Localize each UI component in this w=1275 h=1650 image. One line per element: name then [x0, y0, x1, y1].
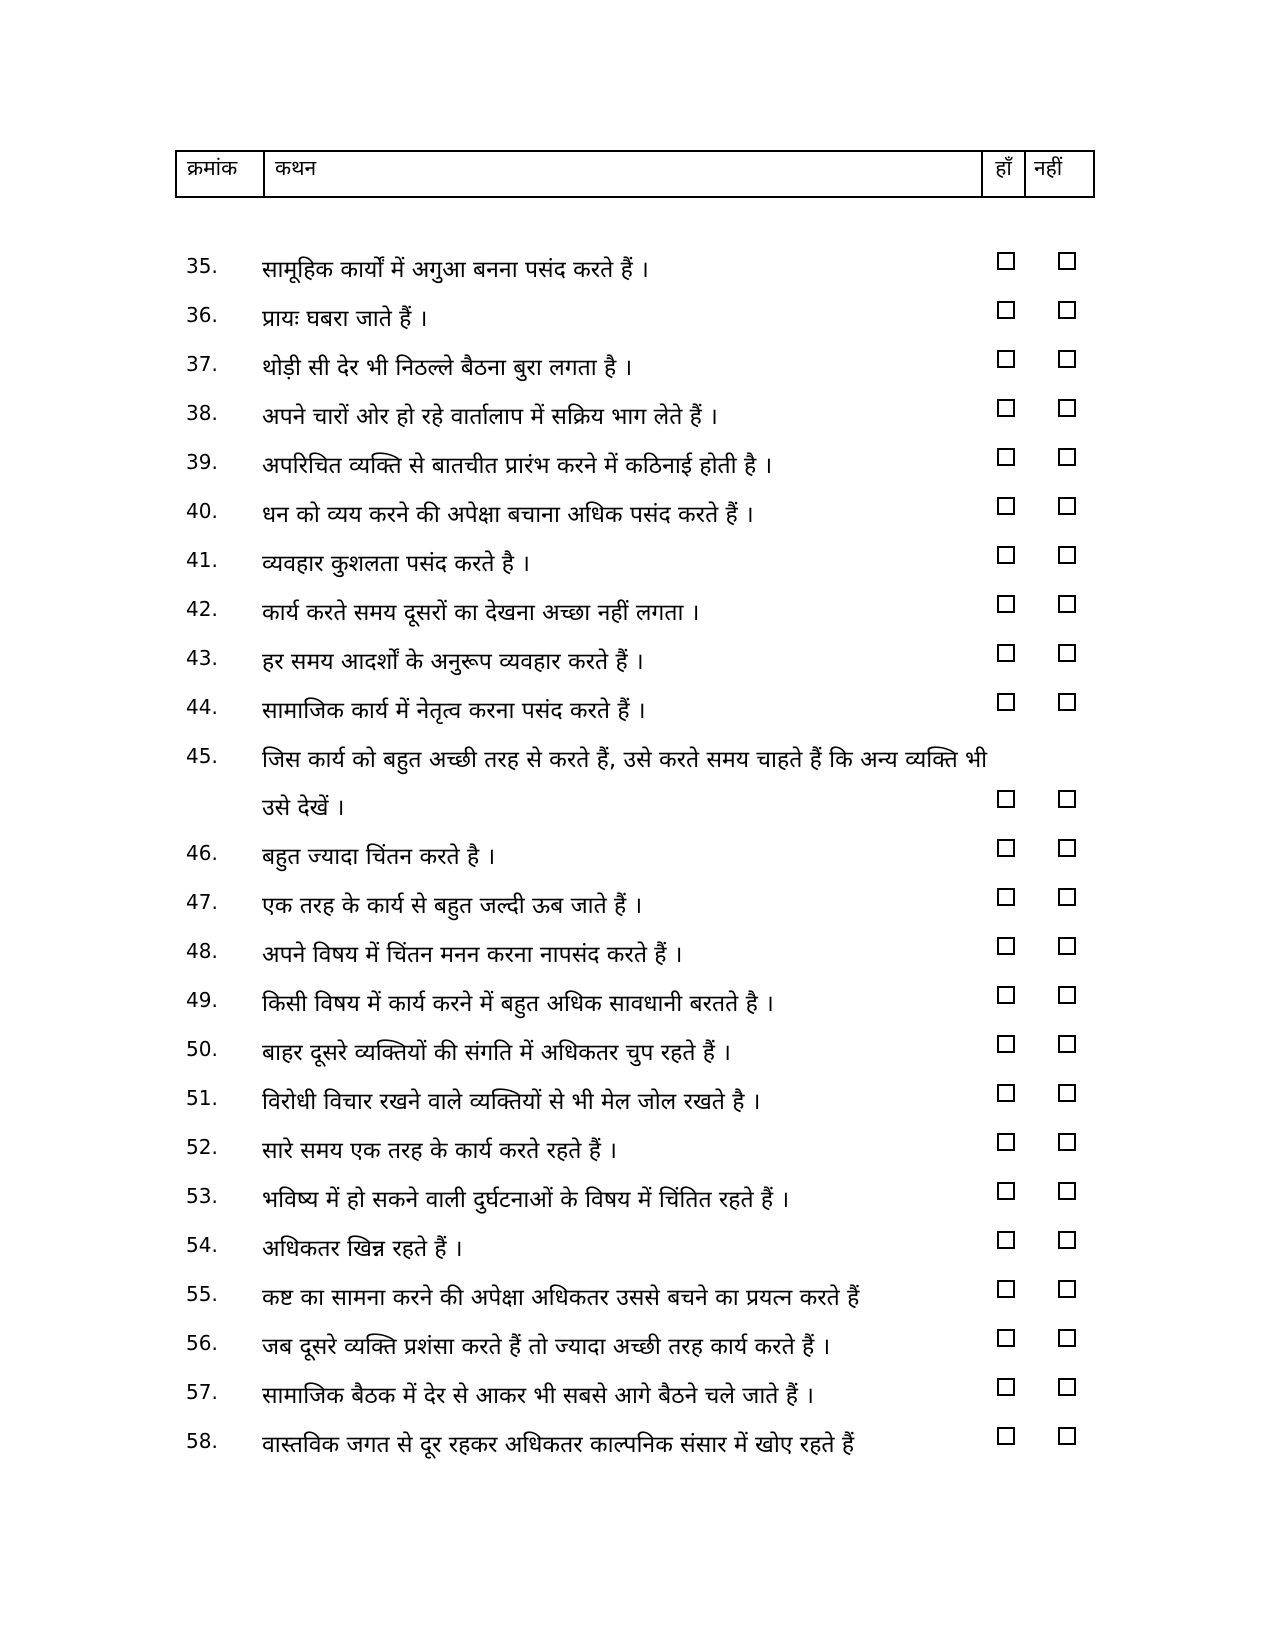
row-number: 55. [186, 1282, 218, 1306]
row-number: 48. [186, 939, 218, 963]
questionnaire-row [0, 289, 1275, 338]
row-number: 44. [186, 695, 218, 719]
yes-checkbox[interactable] [997, 252, 1015, 270]
no-checkbox[interactable] [1058, 1427, 1076, 1445]
row-number: 52. [186, 1135, 218, 1159]
row-number: 50. [186, 1037, 218, 1061]
yes-checkbox[interactable] [997, 301, 1015, 319]
row-number: 57. [186, 1380, 218, 1404]
row-statement: जब दूसरे व्यक्ति प्रशंसा करते हैं तो ज्यादा अच्छी तरह कार्य करते हैं । [262, 1334, 831, 1360]
row-statement: कार्य करते समय दूसरों का देखना अच्छा नहीं लगता । [262, 600, 700, 626]
no-checkbox[interactable] [1058, 644, 1076, 662]
questionnaire-row [0, 925, 1275, 974]
yes-checkbox[interactable] [997, 497, 1015, 515]
yes-checkbox[interactable] [997, 888, 1015, 906]
row-statement: सामूहिक कार्यों में अगुआ बनना पसंद करते हैं । [262, 257, 649, 283]
yes-checkbox[interactable] [997, 1133, 1015, 1151]
yes-checkbox[interactable] [997, 546, 1015, 564]
questionnaire-row [0, 338, 1275, 387]
yes-checkbox[interactable] [997, 693, 1015, 711]
header-serial-number: क्रमांक [177, 152, 265, 196]
row-statement: सामाजिक बैठक में देर से आकर भी सबसे आगे बैठने चले जाते हैं । [262, 1383, 814, 1409]
no-checkbox[interactable] [1058, 399, 1076, 417]
questionnaire-row [0, 974, 1275, 1023]
row-number: 51. [186, 1086, 218, 1110]
yes-checkbox[interactable] [997, 1427, 1015, 1445]
questionnaire-row [0, 730, 1275, 827]
no-checkbox[interactable] [1058, 1378, 1076, 1396]
questionnaire-row [0, 1121, 1275, 1170]
yes-checkbox[interactable] [997, 1231, 1015, 1249]
row-statement: थोड़ी सी देर भी निठल्ले बैठना बुरा लगता है । [262, 355, 633, 381]
questionnaire-row [0, 1268, 1275, 1317]
questionnaire-row [0, 632, 1275, 681]
row-number: 41. [186, 548, 218, 572]
row-number: 42. [186, 597, 218, 621]
yes-checkbox[interactable] [997, 350, 1015, 368]
questionnaire-row [0, 827, 1275, 876]
row-statement: किसी विषय में कार्य करने में बहुत अधिक सावधानी बरतते है । [262, 991, 774, 1017]
no-checkbox[interactable] [1058, 497, 1076, 515]
yes-checkbox[interactable] [997, 1280, 1015, 1298]
no-checkbox[interactable] [1058, 839, 1076, 857]
questionnaire-row [0, 1072, 1275, 1121]
header-no: नहीं [1034, 156, 1063, 180]
row-statement: सारे समय एक तरह के कार्य करते रहते हैं । [262, 1138, 617, 1164]
questionnaire-row [0, 1219, 1275, 1268]
row-statement: हर समय आदर्शों के अनुरूप व्यवहार करते हैं । [262, 649, 644, 675]
row-statement: अपने विषय में चिंतन मनन करना नापसंद करते हैं । [262, 942, 683, 968]
row-number: 38. [186, 401, 218, 425]
row-number: 35. [186, 254, 218, 278]
no-checkbox[interactable] [1058, 448, 1076, 466]
yes-checkbox[interactable] [997, 937, 1015, 955]
row-statement: बाहर दूसरे व्यक्तियों की संगति में अधिकतर चुप रहते हैं । [262, 1040, 732, 1066]
questionnaire-list [0, 240, 1275, 1464]
no-checkbox[interactable] [1058, 937, 1076, 955]
row-number: 53. [186, 1184, 218, 1208]
row-number: 45. [186, 744, 218, 768]
row-number: 47. [186, 890, 218, 914]
questionnaire-row [0, 240, 1275, 289]
no-checkbox[interactable] [1058, 1133, 1076, 1151]
questionnaire-row [0, 534, 1275, 583]
row-statement: धन को व्यय करने की अपेक्षा बचाना अधिक पसंद करते हैं । [262, 502, 754, 528]
row-statement: अधिकतर खिन्न रहते हैं । [262, 1236, 463, 1262]
no-checkbox[interactable] [1058, 546, 1076, 564]
questionnaire-row [0, 1366, 1275, 1415]
questionnaire-row [0, 1023, 1275, 1072]
yes-checkbox[interactable] [997, 839, 1015, 857]
row-number: 54. [186, 1233, 218, 1257]
row-number: 36. [186, 303, 218, 327]
row-number: 39. [186, 450, 218, 474]
row-number: 37. [186, 352, 218, 376]
yes-checkbox[interactable] [997, 1329, 1015, 1347]
row-number: 43. [186, 646, 218, 670]
row-number: 46. [186, 841, 218, 865]
yes-checkbox[interactable] [997, 1378, 1015, 1396]
questionnaire-row [0, 485, 1275, 534]
questionnaire-row [0, 1170, 1275, 1219]
row-statement: भविष्य में हो सकने वाली दुर्घटनाओं के विषय में चिंतित रहते हैं । [262, 1187, 790, 1213]
row-statement: अपरिचित व्यक्ति से बातचीत प्रारंभ करने में कठिनाई होती है । [262, 453, 773, 479]
no-checkbox[interactable] [1058, 790, 1076, 808]
table-header [175, 150, 1095, 198]
no-checkbox[interactable] [1058, 1084, 1076, 1102]
yes-checkbox[interactable] [997, 644, 1015, 662]
yes-checkbox[interactable] [997, 986, 1015, 1004]
yes-checkbox[interactable] [997, 1084, 1015, 1102]
yes-checkbox[interactable] [997, 595, 1015, 613]
no-checkbox[interactable] [1058, 693, 1076, 711]
row-statement: कष्ट का सामना करने की अपेक्षा अधिकतर उससे बचने का प्रयत्न करते हैं [262, 1285, 860, 1311]
no-checkbox[interactable] [1058, 1231, 1076, 1249]
no-checkbox[interactable] [1058, 350, 1076, 368]
no-checkbox[interactable] [1058, 301, 1076, 319]
questionnaire-row [0, 387, 1275, 436]
yes-checkbox[interactable] [997, 399, 1015, 417]
row-statement: वास्तविक जगत से दूर रहकर अधिकतर काल्पनिक संसार में खोए रहते हैं [262, 1432, 855, 1458]
row-statement: एक तरह के कार्य से बहुत जल्दी ऊब जाते हैं । [262, 893, 643, 919]
row-number: 58. [186, 1429, 218, 1453]
no-checkbox[interactable] [1058, 1182, 1076, 1200]
row-statement: जिस कार्य को बहुत अच्छी तरह से करते हैं, उसे करते समय चाहते हैं कि अन्य व्यक्ति भी उसे देखें । [262, 747, 988, 821]
row-statement: सामाजिक कार्य में नेतृत्व करना पसंद करते हैं । [262, 698, 646, 724]
no-checkbox[interactable] [1058, 888, 1076, 906]
no-checkbox[interactable] [1058, 986, 1076, 1004]
questionnaire-row [0, 876, 1275, 925]
questionnaire-row [0, 1415, 1275, 1464]
questionnaire-row [0, 681, 1275, 730]
row-number: 40. [186, 499, 218, 523]
yes-checkbox[interactable] [997, 1035, 1015, 1053]
header-yes: हाँ [983, 152, 1026, 196]
questionnaire-row [0, 1317, 1275, 1366]
row-statement: व्यवहार कुशलता पसंद करते है । [262, 551, 531, 577]
no-checkbox[interactable] [1058, 252, 1076, 270]
no-checkbox[interactable] [1058, 1035, 1076, 1053]
yes-checkbox[interactable] [997, 1182, 1015, 1200]
no-checkbox[interactable] [1058, 1280, 1076, 1298]
no-checkbox[interactable] [1058, 1329, 1076, 1347]
row-number: 56. [186, 1331, 218, 1355]
row-statement: विरोधी विचार रखने वाले व्यक्तियों से भी मेल जोल रखते है । [262, 1089, 761, 1115]
questionnaire-row [0, 436, 1275, 485]
row-statement: बहुत ज्यादा चिंतन करते है । [262, 844, 496, 870]
yes-checkbox[interactable] [997, 790, 1015, 808]
header-statement: कथन [265, 152, 983, 196]
yes-checkbox[interactable] [997, 448, 1015, 466]
no-checkbox[interactable] [1058, 595, 1076, 613]
row-number: 49. [186, 988, 218, 1012]
row-statement: प्रायः घबरा जाते हैं । [262, 306, 428, 332]
row-statement: अपने चारों ओर हो रहे वार्तालाप में सक्रिय भाग लेते हैं । [262, 404, 718, 430]
questionnaire-row [0, 583, 1275, 632]
